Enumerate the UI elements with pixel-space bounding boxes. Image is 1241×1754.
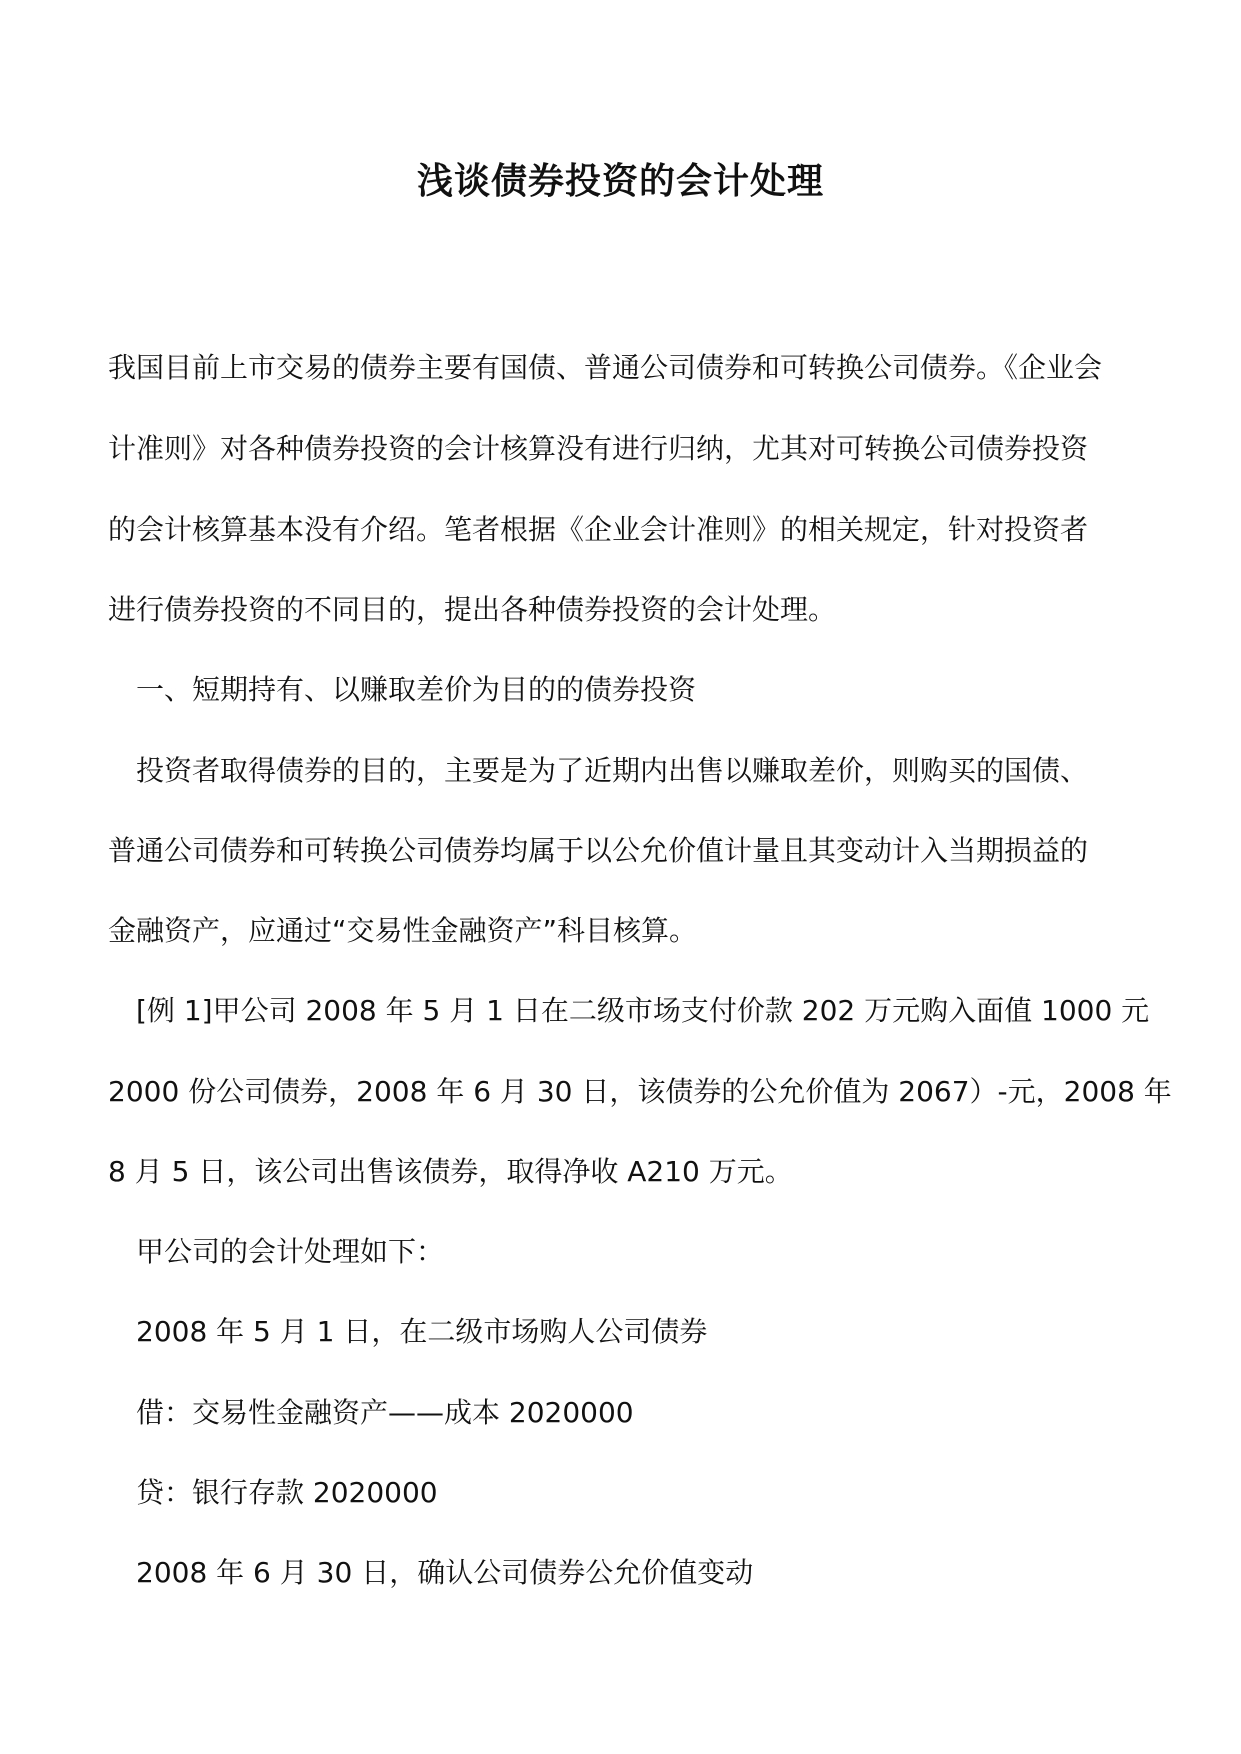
paragraph-line: 我国目前上市交易的债券主要有国债、普通公司债券和可转换公司债券。《企业会	[108, 351, 1103, 384]
paragraph-line: 金融资产，应通过“交易性金融资产”科目核算。	[108, 914, 698, 947]
paragraph-line: 计准则》对各种债券投资的会计核算没有进行归纳，尤其对可转换公司债券投资	[108, 432, 1089, 465]
paragraph-line: 普通公司债券和可转换公司债券均属于以公允价值计量且其变动计入当期损益的	[108, 834, 1089, 867]
paragraph-line: 进行债券投资的不同目的，提出各种债券投资的会计处理。	[108, 593, 837, 626]
journal-entry-debit: 借：交易性金融资产——成本 2020000	[136, 1396, 634, 1429]
paragraph-line: 甲公司的会计处理如下：	[136, 1235, 445, 1268]
document-title: 浅谈债券投资的会计处理	[416, 160, 824, 202]
paragraph-line: 投资者取得债券的目的，主要是为了近期内出售以赚取差价，则购买的国债、	[136, 754, 1089, 787]
example-line: 2000 份公司债券，2008 年 6 月 30 日，该债券的公允价值为 2067）-元，2008 年	[108, 1075, 1172, 1108]
paragraph-line: 2008 年 5 月 1 日，在二级市场购人公司债券	[136, 1315, 708, 1348]
paragraph-line: 的会计核算基本没有介绍。笔者根据《企业会计准则》的相关规定，针对投资者	[108, 513, 1089, 546]
section-heading: 一、短期持有、以赚取差价为目的的债券投资	[136, 673, 697, 706]
example-line: [例 1]甲公司 2008 年 5 月 1 日在二级市场支付价款 202 万元购入面值 1000 元	[136, 994, 1150, 1027]
example-line: 8 月 5 日，该公司出售该债券，取得净收 A210 万元。	[108, 1155, 793, 1188]
journal-entry-credit: 贷：银行存款 2020000	[136, 1476, 438, 1509]
paragraph-line: 2008 年 6 月 30 日，确认公司债券公允价值变动	[136, 1556, 754, 1589]
